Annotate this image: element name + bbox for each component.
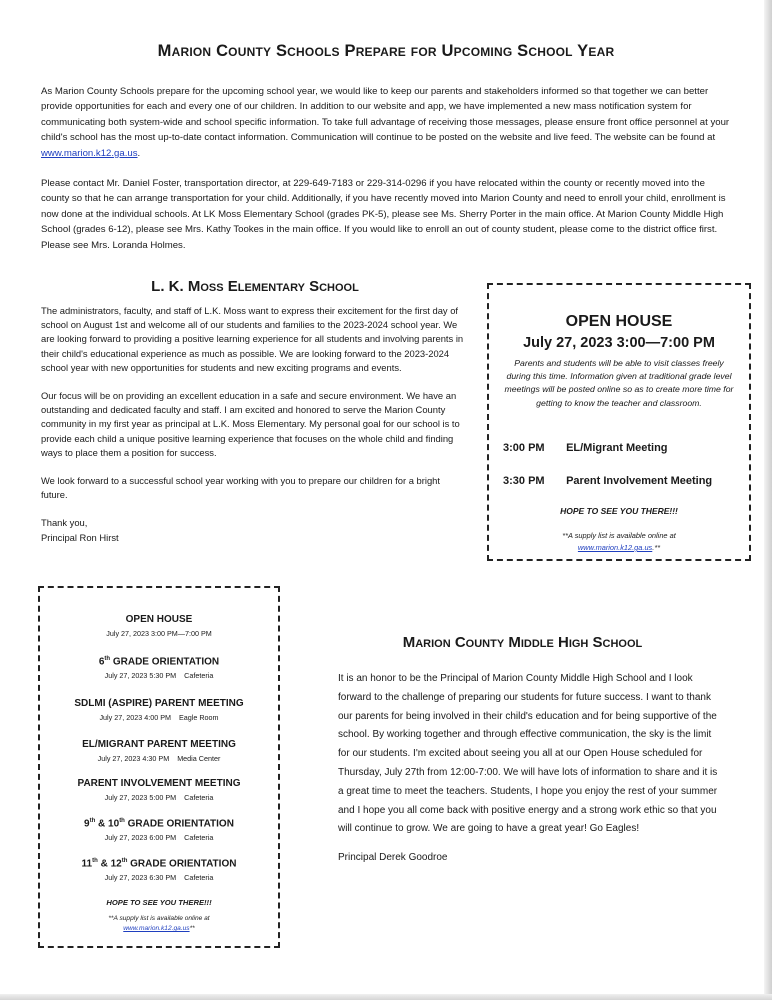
event-name-ordinal: th [89,818,96,824]
event-date: July 27, 2023 5:00 PM [104,793,177,802]
event-name-ordinal: th [92,858,98,864]
event-date: July 27, 2023 5:30 PM [104,671,177,680]
supply-text: **A supply list is available online at [108,915,210,922]
lk-moss-paragraph: The administrators, faculty, and staff of L.K. Moss want to express their excitement for the first day of school on August 1st and welcome all of our students and families to the 2023-2024 school year. We are looking forward to providing a positive learning experience for all students and involving parents in their child's educational experience as much as possible. We are looking forward to the 2023-2024 school year with new opportunities for students and new exciting programs and events. [41,305,464,373]
page-edge-shadow-right [764,0,772,1000]
event-details [40,754,278,763]
intro-paragraph-1 [41,84,733,161]
mcmhs-paragraph: It is an honor to be the Principal of Marion County Middle High School and I look forward to the challenge of preparing our students for future success. I want to thank our parents for being involved in their child's education and for being supportive of the school. By working together and through effective communication, the sky is the limit for our students. I'm excited about seeing you all at our Open House scheduled for Thursday, July 27th from 12:00-7:00. We will have lots of information to share and it is a great time to meet the teachers. Students, I hope you enjoy the rest of your summer and I hope you all come back with positive energy and a strong work ethic so that you will continue to grow. We are going to have a great year! Go Eagles! [338,673,718,835]
mcmhs-letter [338,670,718,878]
event-name: EL/MIGRANT PARENT MEETING [82,739,236,750]
event-name [40,858,278,869]
intro-paragraph-2: Please contact Mr. Daniel Foster, transportation director, at 229-649-7183 or 229-314-0296 if you have relocated within the county or recently moved into the county so that he can arrange transportation for your child. Additionally, if you have recently moved into Marion County and need to enroll your child, enrollment is now done at the individual schools. At LK Moss Elementary School (grades PK-5), please see Ms. Sherry Porter in the main office. At Marion County Middle High School (grades 6-12), please see Mrs. Kathy Tookes in the main office. If you would like to enroll an out of county student, please come to the district office first. Please see Mrs. Loranda Holmes. [41,178,726,251]
open-house-date: July 27, 2023 3:00—7:00 PM [523,335,715,351]
event-name-number: 11 [81,858,93,870]
event-name: OPEN HOUSE [125,614,193,625]
event-details [40,793,278,802]
mcmhs-signature: Principal Derek Goodroe [338,852,448,864]
supply-note [40,914,278,934]
event-name: PARENT INVOLVEMENT MEETING [77,778,241,789]
event-date: July 27, 2023 4:00 PM [99,713,171,722]
event-location: Cafeteria [184,873,214,882]
event-name-number: & 10 [95,818,120,830]
meeting-name: EL/Migrant Meeting [566,442,668,454]
supply-link[interactable]: www.marion.k12.ga.us [123,925,190,932]
event-name-text: GRADE ORIENTATION [124,818,234,830]
supply-end: ** [189,925,195,932]
event-location: Media Center [177,754,221,763]
event-name-ordinal: th [119,818,125,824]
event-name-ordinal: th [121,858,128,864]
lk-moss-letter [41,304,466,545]
meeting-name: Parent Involvement Meeting [566,475,713,487]
hope-message: HOPE TO SEE YOU THERE!!! [560,506,678,516]
supply-end: .** [652,543,661,552]
event-date: July 27, 2023 3:00 PM—7:00 PM [106,629,212,638]
event-name-text: GRADE ORIENTATION [127,858,237,870]
event-name [40,818,278,829]
event-location: Cafeteria [184,793,214,802]
mcmhs-heading: Marion County Middle High School [402,634,643,651]
website-link[interactable]: www.marion.k12.ga.us [41,147,138,159]
intro-paragraph-1-text: As Marion County Schools prepare for the upcoming school year, we would like to keep our parents and stakeholders informed so that together we can better provide opportunities for each and every one of our children. In addition to our website and app, we have implemented a new mass notification system for communicating both system-wide and school specific information. To take full advantage of receiving those messages, please ensure front office personnel at your child's school has the most up-to-date contact information. Communication will continue to be posted on the website and live feed. The website can be found at [41,86,730,144]
event-details [40,671,278,680]
page-title: Marion County Schools Prepare for Upcoming School Year [157,42,615,60]
event-date: July 27, 2023 6:00 PM [104,833,177,842]
lk-moss-closing: Thank you, [41,517,88,529]
supply-link[interactable]: www.marion.k12.ga.us [577,543,653,552]
lk-moss-paragraph: Our focus will be on providing an excellent education in a safe and secure environment. We have an outstanding and dedicated faculty and staff. I am excited and honored to serve the Marion County community in my first year as principal at L.K. Moss Elementary. My personal goal for our school is to provide each child a unique positive learning experience that focuses on the whole child and finding ways to place them a position for success. [41,390,460,458]
intro-paragraph-1-end: . [137,147,141,159]
event-details [40,833,278,842]
event-location: Cafeteria [184,833,214,842]
event-details [40,873,278,882]
lk-moss-paragraph: We look forward to a successful school year working with you to prepare our children for a bright future. [41,475,440,501]
event-name-text: GRADE ORIENTATION [110,656,220,668]
event-location: Eagle Room [178,713,219,722]
open-house-box [487,283,751,561]
event-name-number: & 12 [97,858,122,870]
page-edge-shadow-bottom [0,994,772,1000]
event-name-ordinal: th [104,656,111,662]
supply-note [489,530,749,554]
lk-moss-heading: L. K. Moss Elementary School [151,278,359,295]
supply-text: **A supply list is available online at [562,531,676,540]
event-name: SDLMI (ASPIRE) PARENT MEETING [74,698,244,709]
meeting-time: 3:00 PM [503,442,545,454]
event-location: Cafeteria [184,671,214,680]
meeting-row [503,475,743,487]
event-date: July 27, 2023 6:30 PM [104,873,177,882]
event-details [40,629,278,638]
event-name-number: 6 [98,656,105,668]
lk-moss-signature: Principal Ron Hirst [41,531,119,543]
meeting-time: 3:30 PM [503,475,545,487]
schedule-box [38,586,280,948]
hope-message: HOPE TO SEE YOU THERE!!! [106,898,212,907]
event-name [40,656,278,667]
event-name-number: 9 [84,818,90,830]
event-details [40,713,278,722]
open-house-title: OPEN HOUSE [565,313,673,330]
meeting-row [503,442,743,454]
open-house-description: Parents and students will be able to visit classes freely during this time. Information given at traditional grade level meetings will be posted online so as to create more time for getting to know the teacher and classroom. [504,358,734,408]
event-date: July 27, 2023 4:30 PM [97,754,170,763]
